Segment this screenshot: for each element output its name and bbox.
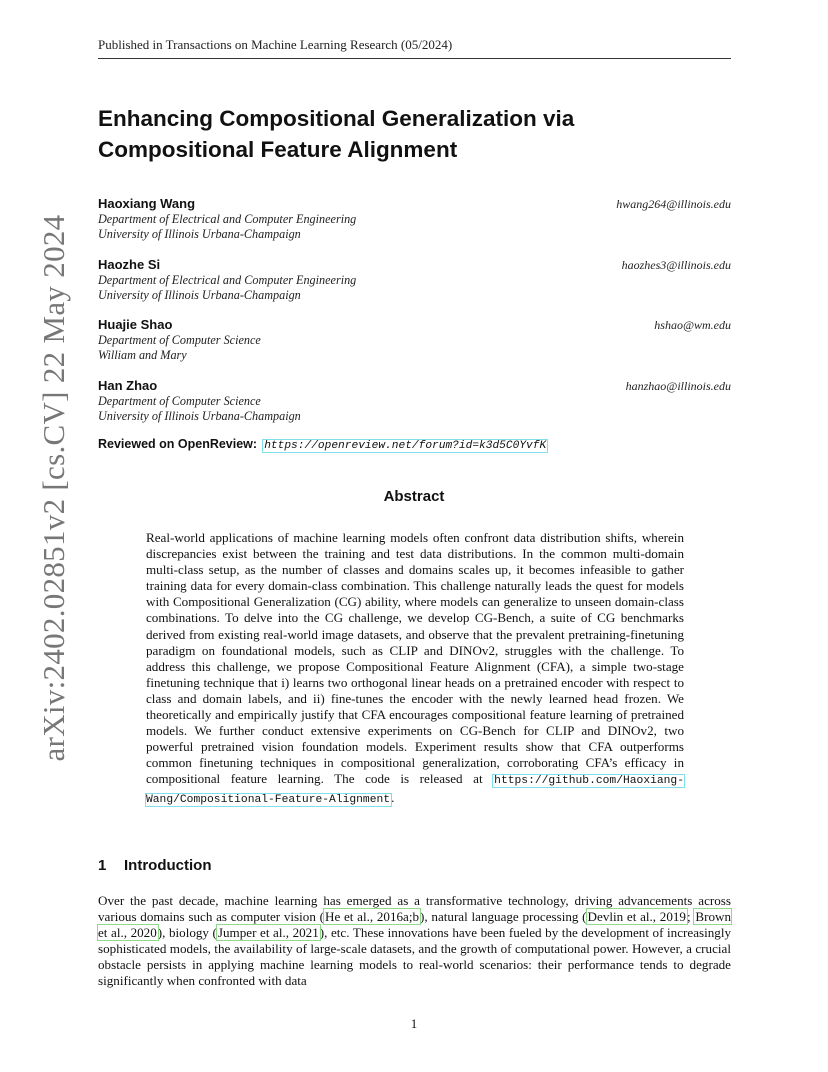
intro-text: ), etc. These innovations have been fueled by the development of increasingly sophisticated models, the availability of large-scale datasets, and the growth of computational power. However, a crucial obstacle persists in applying machine learning models to real-world scenarios: their performance tends to degrade significantly when confronted with data (98, 925, 732, 989)
author-block (98, 196, 731, 257)
author-department: Department of Computer Science (98, 393, 261, 408)
intro-text: Over the past decade, machine learning has emerged as a transformative technology, driving advancements across various domains such as computer vision ( (98, 893, 731, 925)
abstract-end: . (391, 789, 395, 805)
author-institution: University of Illinois Urbana-Champaign (98, 408, 301, 423)
abstract-text: Real-world applications of machine learning models often confront data distribution shifts, wherein discrepancies exist between the training and test data distributions. In the common multi-domain multi-class setup, as the number of classes and domains scales up, it becomes infeasible to gather training data for every domain-class combination. This challenge naturally leads the quest for models with Compositional Generalization (CG) ability, where models can generalize to unseen domain-class combinations. To delve into the CG challenge, we develop CG-Bench, a suite of CG benchmarks derived from existing real-world image datasets, and observe that the prevalent pretraining-finetuning paradigm on foundational models, such as CLIP and DINOv2, struggles with the challenge. To address this challenge, we propose Compositional Feature Alignment (CFA), a simple two-stage finetuning technique that i) learns two orthogonal linear heads on a pretrained encoder with respect to class and domain labels, and ii) fine-tunes the encoder with the newly learned head frozen. We theoretically and empirically justify that CFA encourages compositional feature learning of pretrained models. We further conduct extensive experiments on CG-Bench for CLIP and DINOv2, two powerful pretrained vision foundation models. Experiment results show that CFA outperforms common finetuning techniques in compositional generalization, corroborating CFA’s efficacy in compositional feature learning. The code is released at (146, 530, 684, 787)
citation-link[interactable]: Devlin et al., 2019 (587, 909, 686, 925)
author-block (98, 257, 731, 318)
author-institution: William and Mary (98, 348, 187, 362)
author-email[interactable]: hwang264@illinois.edu (616, 197, 731, 211)
author-name: Haoxiang Wang (98, 196, 196, 211)
abstract-body (146, 530, 684, 808)
author-name: Huajie Shao (98, 317, 173, 332)
intro-paragraph (98, 893, 731, 990)
author-email[interactable]: haozhes3@illinois.edu (621, 257, 731, 272)
section-heading (98, 857, 211, 874)
author-department: Department of Computer Science (98, 333, 261, 347)
code-link[interactable]: https://github.com/Haoxiang-Wang/Compositional-Feature-Alignment (146, 775, 684, 806)
author-institution: University of Illinois Urbana-Champaign (98, 287, 301, 302)
author-email[interactable]: hshao@wm.edu (654, 318, 731, 332)
citation-link[interactable]: Brown et al., 2020 (98, 909, 731, 941)
section-number: 1 (98, 857, 107, 874)
author-name: Haozhe Si (98, 256, 161, 272)
author-department: Department of Electrical and Computer Engineering (98, 272, 357, 287)
page-number: 1 (410, 1016, 418, 1031)
author-block (98, 378, 731, 439)
intro-text: ), natural language processing ( (420, 909, 587, 925)
author-list (98, 196, 731, 438)
abstract-heading: Abstract (383, 488, 445, 505)
running-header: Published in Transactions on Machine Learning Research (05/2024) (98, 37, 731, 59)
intro-text: ; (686, 909, 695, 925)
section-title: Introduction (124, 857, 212, 874)
author-name: Han Zhao (98, 377, 158, 393)
intro-text: ), biology ( (157, 925, 217, 941)
author-block (98, 317, 731, 378)
citation-link[interactable]: Jumper et al., 2021 (217, 925, 319, 941)
author-institution: University of Illinois Urbana-Champaign (98, 227, 301, 241)
reviewed-on-openreview (98, 437, 547, 452)
openreview-link[interactable]: https://openreview.net/forum?id=k3d5C0YvfK (264, 440, 547, 452)
citation-link[interactable]: He et al., 2016a;b (324, 909, 420, 925)
arxiv-stamp: arXiv:2402.02851v2 [cs.CV] 22 May 2024 (36, 214, 71, 762)
paper-title: Enhancing Compositional Generalization via Compositional Feature Alignment (98, 106, 575, 162)
reviewed-label: Reviewed on OpenReview: (98, 437, 258, 451)
author-email[interactable]: hanzhao@illinois.edu (625, 378, 731, 393)
author-department: Department of Electrical and Computer Engineering (98, 212, 357, 226)
